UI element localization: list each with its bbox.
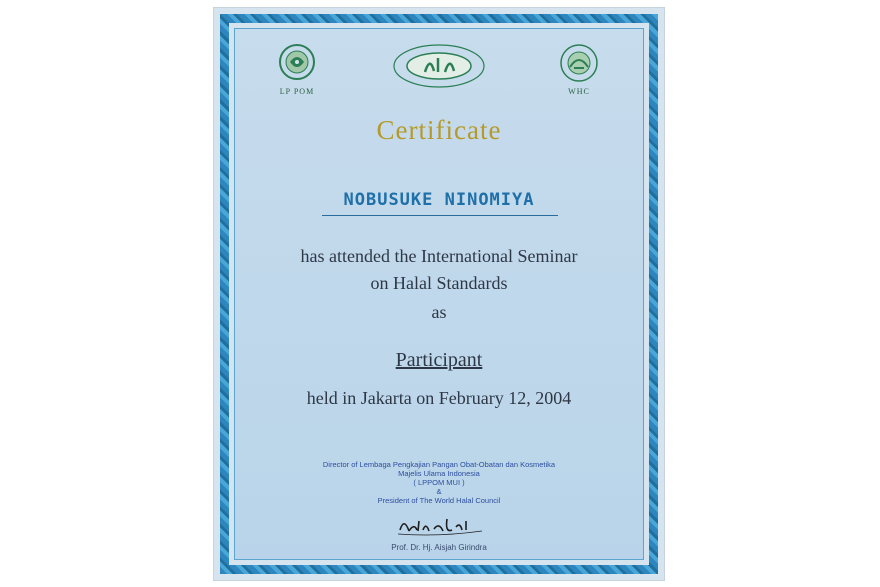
signatory-title-1: Director of Lembaga Pengkajian Pangan Obat-Obatan dan Kosmetika <box>322 460 556 469</box>
signatory-title-5: President of The World Halal Council <box>377 496 501 505</box>
participant-role: Participant <box>395 349 483 371</box>
world-halal-council-icon <box>544 42 614 84</box>
recipient-name: NOBUSUKE NINOMIYA <box>343 190 535 210</box>
signatory-title-3: ( LPPOM MUI ) <box>413 478 465 487</box>
halal-oval-icon <box>390 42 488 90</box>
signatory-title-2: Majelis Ulama Indonesia <box>398 469 480 478</box>
whc-logo <box>544 42 614 96</box>
signatory-title-4: & <box>436 487 442 496</box>
signature-mark <box>394 513 489 539</box>
recipient-underline <box>322 215 558 216</box>
held-location-date: held in Jakarta on February 12, 2004 <box>306 388 572 408</box>
lppom-caption: LP POM <box>279 87 315 96</box>
attendance-line-1: has attended the International Seminar <box>300 246 578 266</box>
attendance-line-2: on Halal Standards <box>370 273 508 293</box>
halal-logo <box>390 42 488 95</box>
whc-caption: WHC <box>568 87 590 96</box>
attendance-line-3: as <box>431 302 447 322</box>
certificate-title: Certificate <box>376 115 502 145</box>
lppom-seal-icon <box>272 42 322 84</box>
signer-name: Prof. Dr. Hj. Aisjah Girindra <box>391 543 487 552</box>
certificate-sheet <box>214 8 664 580</box>
lppom-logo <box>272 42 322 96</box>
